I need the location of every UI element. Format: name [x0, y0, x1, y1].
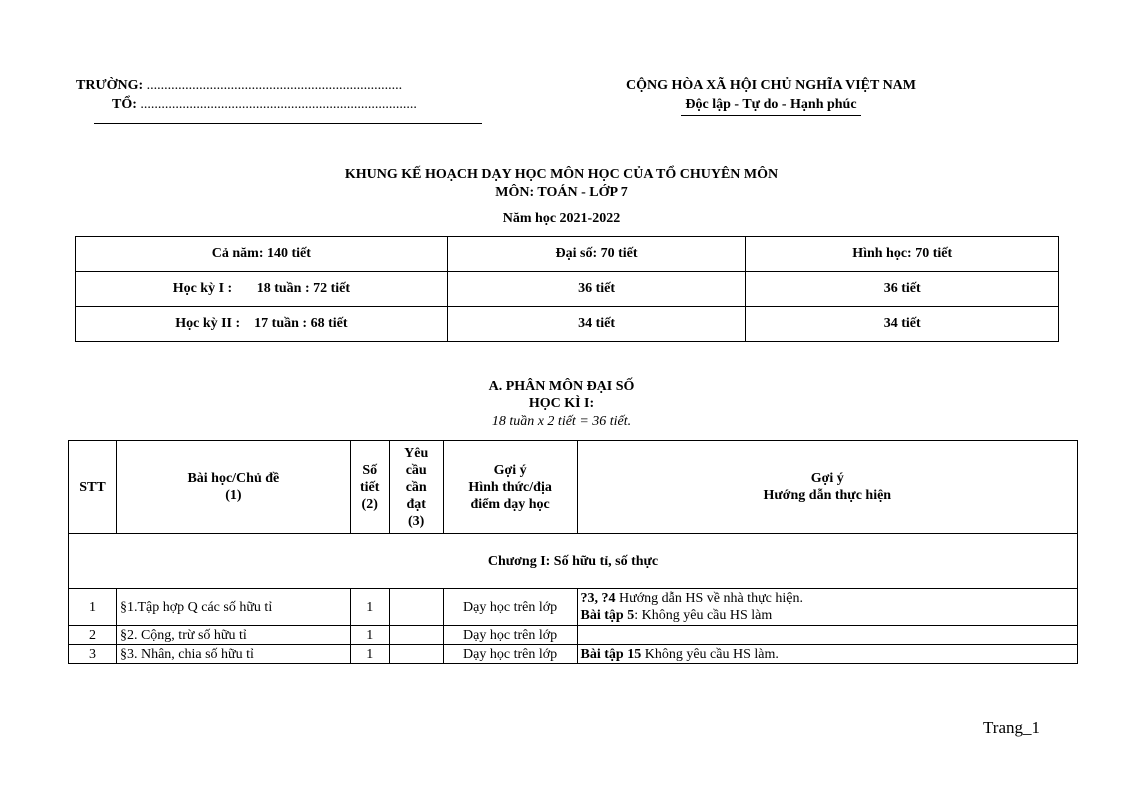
header-req-line: Yêu [404, 445, 429, 461]
header-periods-line: Số [362, 462, 378, 478]
summary-row [76, 237, 1059, 272]
header-guidance [577, 441, 1077, 534]
cell-stt: 3 [69, 645, 117, 664]
national-motto: Độc lập - Tự do - Hạnh phúc [681, 95, 860, 116]
section-semester: HỌC KÌ I: [528, 396, 595, 411]
header-req-line: (3) [408, 513, 425, 529]
header-form-line: Gợi ý [493, 462, 527, 478]
cell-lesson: §3. Nhân, chia số hữu tỉ [116, 645, 350, 664]
school-info [76, 76, 417, 114]
summary-cell: Đại số: 70 tiết [447, 237, 746, 272]
section-part: A. PHÂN MÔN ĐẠI SỐ [488, 379, 635, 394]
group-label: TỔ: [112, 97, 137, 112]
guidance-ref: Bài tập 5 [580, 608, 635, 623]
table-row [69, 589, 1078, 626]
header-guide-line: Hướng dẫn thực hiện [763, 488, 892, 503]
cell-requirements [389, 626, 443, 645]
header-req-line: cầu [405, 462, 427, 478]
summary-table [75, 236, 1059, 342]
guidance-text: : Không yêu cầu HS làm [634, 608, 773, 623]
cell-requirements [389, 589, 443, 626]
title-line-1: KHUNG KẾ HOẠCH DẠY HỌC MÔN HỌC CỦA TỔ CHUYÊN MÔN [344, 167, 779, 182]
header-periods [350, 441, 389, 534]
summary-cell: 36 tiết [746, 272, 1059, 307]
cell-periods: 1 [350, 645, 389, 664]
page-number: Trang_1 [983, 718, 1040, 737]
cell-lesson: §2. Cộng, trừ số hữu tỉ [116, 626, 350, 645]
guidance-line [581, 607, 1074, 624]
group-dots: ............................................................................... [136, 97, 417, 112]
cell-periods: 1 [350, 589, 389, 626]
summary-row [76, 272, 1059, 307]
summary-cell: Học kỳ I : 18 tuần : 72 tiết [76, 272, 448, 307]
summary-row [76, 307, 1059, 342]
summary-cell: Hình học: 70 tiết [746, 237, 1059, 272]
summary-cell: 34 tiết [746, 307, 1059, 342]
cell-periods: 1 [350, 626, 389, 645]
section-heading [0, 378, 1123, 412]
header-lesson-line: (1) [225, 488, 242, 503]
title-line-2: MÔN: TOÁN - LỚP 7 [495, 185, 628, 200]
guidance-line [581, 590, 1074, 607]
section-note: 18 tuần x 2 tiết = 36 tiết. [491, 414, 632, 429]
summary-cell: Học kỳ II : 17 tuần : 68 tiết [76, 307, 448, 342]
country-name: CỘNG HÒA XÃ HỘI CHỦ NGHĨA VIỆT NAM [625, 78, 916, 93]
header-divider [94, 123, 482, 124]
cell-stt: 1 [69, 589, 117, 626]
header-teaching-form [443, 441, 577, 534]
chapter-title: Chương I: Số hữu tỉ, số thực [69, 534, 1078, 589]
header-req-line: cần [405, 479, 427, 495]
guidance-text: Không yêu cầu HS làm. [641, 646, 779, 662]
lesson-plan-table [68, 440, 1078, 664]
summary-cell: Cả năm: 140 tiết [76, 237, 448, 272]
header-form-line: Hình thức/địa [468, 479, 552, 495]
chapter-row [69, 534, 1078, 589]
header-requirements [389, 441, 443, 534]
header-form-line: điểm dạy học [470, 496, 550, 512]
header-req-line: đạt [406, 496, 426, 512]
cell-guidance [577, 589, 1077, 626]
table-row [69, 645, 1078, 664]
cell-guidance [577, 645, 1077, 664]
cell-teaching-form: Dạy học trên lớp [443, 626, 577, 645]
header-guide-line: Gợi ý [810, 471, 844, 486]
school-label: TRƯỜNG: [76, 78, 144, 93]
cell-guidance [577, 626, 1077, 645]
school-dots: ......................................................................... [143, 78, 403, 93]
guidance-text: Hướng dẫn HS về nhà thực hiện. [615, 591, 803, 606]
summary-cell: 36 tiết [447, 272, 746, 307]
cell-teaching-form: Dạy học trên lớp [443, 645, 577, 664]
table-header-row [69, 441, 1078, 534]
header-lesson [116, 441, 350, 534]
cell-teaching-form: Dạy học trên lớp [443, 589, 577, 626]
document-title [0, 166, 1123, 202]
guidance-ref: Bài tập 15 [580, 646, 642, 662]
national-header [566, 76, 976, 116]
cell-stt: 2 [69, 626, 117, 645]
cell-lesson: §1.Tập hợp Q các số hữu tỉ [116, 589, 350, 626]
header-lesson-line: Bài học/Chủ đề [187, 471, 280, 486]
cell-requirements [389, 645, 443, 664]
header-periods-line: (2) [361, 496, 378, 512]
guidance-ref: ?3, ?4 [580, 591, 616, 606]
school-year: Năm học 2021-2022 [502, 211, 621, 226]
summary-cell: 34 tiết [447, 307, 746, 342]
header-periods-line: tiết [360, 479, 380, 495]
header-stt: STT [69, 441, 117, 534]
table-row [69, 626, 1078, 645]
